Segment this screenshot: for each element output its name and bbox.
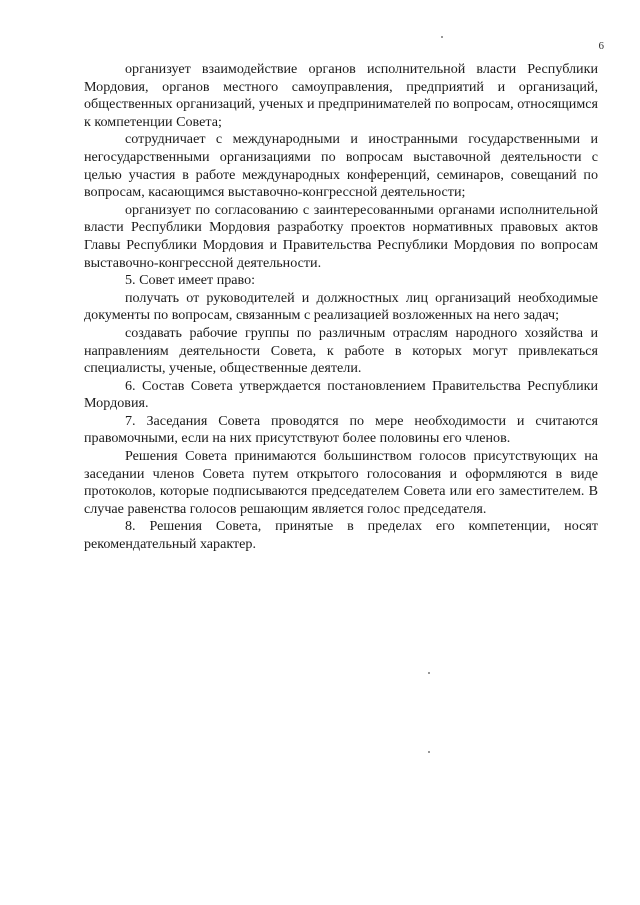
- paragraph-council-decisions: Решения Совета принимаются большинством голосов присутствующих на заседании членов Совета путем открытого голосования и оформляются в виде протоколов, которые подписываются председателем Совета или его заместителем. В случае равенства голосов решающим является голос председателя.: [84, 448, 598, 517]
- paragraph-receive-documents: получать от руководителей и должностных лиц организаций необходимые документы по вопросам, связанным с реализацией возложенных на него задач;: [84, 289, 598, 324]
- paragraph-council-meetings: 7. Заседания Совета проводятся по мере необходимости и считаются правомочными, если на них присутствуют более половины его членов.: [84, 412, 598, 447]
- paragraph-recommendatory-nature: 8. Решения Совета, принятые в пределах его компетенции, носят рекомендательный характер.: [84, 518, 598, 553]
- paragraph-organizes-drafting: организует по согласованию с заинтересованными органами исполнительной власти Республики Мордовия разработку проектов нормативных правовых актов Главы Республики Мордовия и Правительства Республики Мордовия по вопросам выставочно-конгрессной деятельности.: [84, 201, 598, 271]
- scan-speck: [441, 36, 443, 38]
- document-body: [84, 61, 598, 554]
- paragraph-cooperates-international: сотрудничает с международными и иностранными государственными и негосударственными организациями по вопросам выставочной деятельности с целью участия в работе международных конференций, семинаров, совещаний по вопросам, касающимся выставочно-конгрессной деятельности;: [84, 131, 598, 201]
- paragraph-council-composition: 6. Состав Совета утверждается постановлением Правительства Республики Мордовия.: [84, 377, 598, 412]
- scan-speck: [428, 672, 430, 674]
- page-number: 6: [598, 40, 604, 52]
- paragraph-council-rights-heading: 5. Совет имеет право:: [125, 272, 256, 289]
- paragraph-create-working-groups: создавать рабочие группы по различным отраслям народного хозяйства и направлениям деятельности Совета, к работе в которых могут привлекаться специалисты, ученые, общественные деятели.: [84, 324, 598, 377]
- paragraph-organizes-interaction: организует взаимодействие органов исполнительной власти Республики Мордовия, органов местного самоуправления, предприятий и организаций, общественных организаций, ученых и предпринимателей по вопросам, относящимся к компетенции Совета;: [84, 61, 598, 130]
- scan-speck: [428, 751, 430, 753]
